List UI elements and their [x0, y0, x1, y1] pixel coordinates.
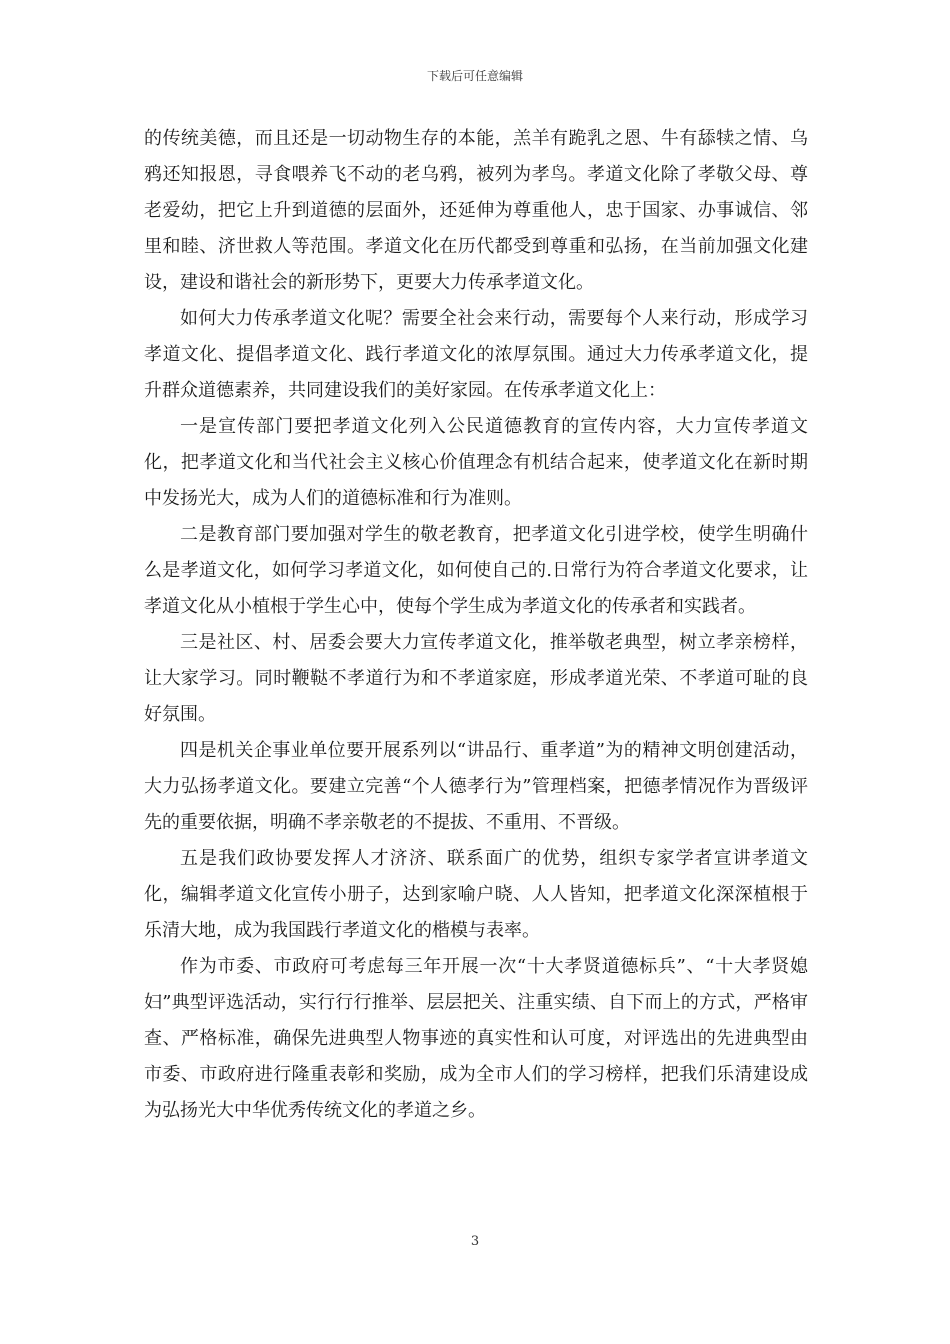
paragraph: 三是社区、村、居委会要大力宣传孝道文化，推举敬老典型，树立孝亲榜样，让大家学习。同时鞭鞑不孝道行为和不孝道家庭，形成孝道光荣、不孝道可耻的良好氛围。 [144, 632, 808, 725]
paragraph: 的传统美德，而且还是一切动物生存的本能，羔羊有跪乳之恩、牛有舔犊之情、乌鸦还知报恩，寻食喂养飞不动的老乌鸦，被列为孝鸟。孝道文化除了孝敬父母、尊老爱幼，把它上升到道德的层面外，还延伸为尊重他人，忠于国家、办事诚信、邻里和睦、济世救人等范围。孝道文化在历代都受到尊重和弘扬，在当前加强文化建设，建设和谐社会的新形势下，更要大力传承孝道文化。 [144, 128, 808, 293]
paragraph: 二是教育部门要加强对学生的敬老教育，把孝道文化引进学校，使学生明确什么是孝道文化，如何学习孝道文化，如何使自己的.日常行为符合孝道文化要求，让孝道文化从小植根于学生心中，使每个学生成为孝道文化的传承者和实践者。 [144, 524, 808, 617]
paragraph: 作为市委、市政府可考虑每三年开展一次“十大孝贤道德标兵”、“十大孝贤媳妇”典型评选活动，实行行行推举、层层把关、注重实绩、自下而上的方式，严格审查、严格标准，确保先进典型人物事迹的真实性和认可度，对评选出的先进典型由市委、市政府进行隆重表彰和奖励，成为全市人们的学习榜样，把我们乐清建设成为弘扬光大中华优秀传统文化的孝道之乡。 [144, 956, 808, 1121]
page-header: 下载后可任意编辑 [426, 69, 523, 83]
paragraph: 四是机关企事业单位要开展系列以“讲品行、重孝道”为的精神文明创建活动，大力弘扬孝道文化。要建立完善“个人德孝行为”管理档案，把德孝情况作为晋级评先的重要依据，明确不孝亲敬老的不提拔、不重用、不晋级。 [144, 740, 808, 833]
document-body [144, 121, 808, 1129]
paragraph: 如何大力传承孝道文化呢？需要全社会来行动，需要每个人来行动，形成学习孝道文化、提倡孝道文化、践行孝道文化的浓厚氛围。通过大力传承孝道文化，提升群众道德素养，共同建设我们的美好家园。在传承孝道文化上： [144, 308, 808, 401]
page-number: 3 [470, 1234, 480, 1249]
paragraph: 一是宣传部门要把孝道文化列入公民道德教育的宣传内容，大力宣传孝道文化，把孝道文化和当代社会主义核心价值理念有机结合起来，使孝道文化在新时期中发扬光大，成为人们的道德标准和行为准则。 [144, 416, 808, 509]
paragraph: 五是我们政协要发挥人才济济、联系面广的优势，组织专家学者宣讲孝道文化，编辑孝道文化宣传小册子，达到家喻户晓、人人皆知，把孝道文化深深植根于乐清大地，成为我国践行孝道文化的楷模与表率。 [144, 848, 808, 941]
